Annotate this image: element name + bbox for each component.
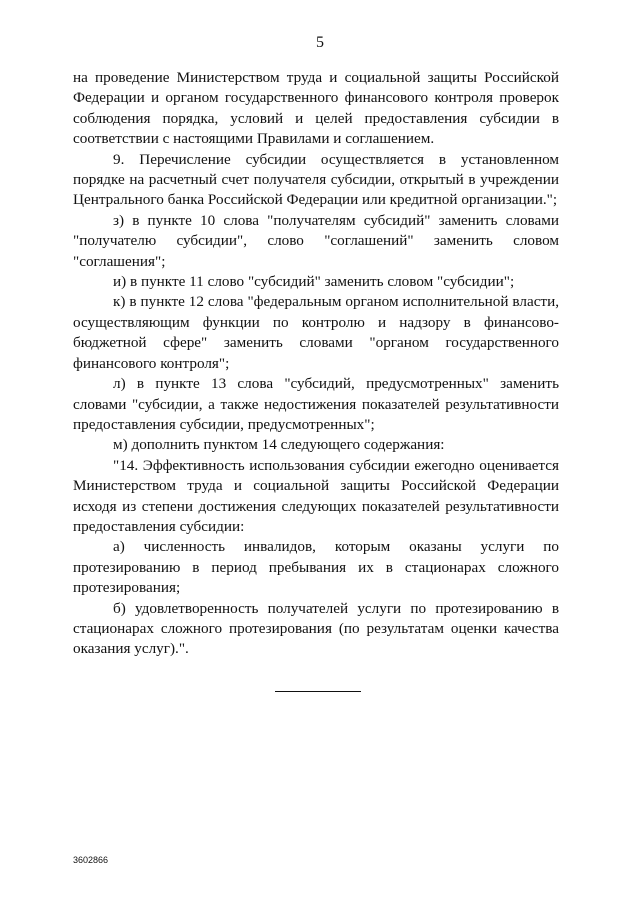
- paragraph-indicator-a: а) численность инвалидов, которым оказаны услуги по протезированию в период пребывания их в стационарах сложного протезирования;: [73, 538, 559, 597]
- paragraph-item-14: "14. Эффективность использования субсидии ежегодно оценивается Министерством труда и социальной защиты Российской Федерации исходя из степени достижения следующих показателей результативности предоставления субсидии:: [73, 456, 559, 535]
- paragraph-item-9: 9. Перечисление субсидии осуществляется в установленном порядке на расчетный счет получателя субсидии, открытый в учреждении Центрального банка Российской Федерации или кредитной организации.";: [73, 150, 559, 209]
- paragraph-continuation: на проведение Министерством труда и социальной защиты Российской Федерации и органом государственного финансового контроля проверок соблюдения порядка, условий и целей предоставления субсидии в соответствии с настоящими Правилами и соглашением.: [73, 69, 559, 148]
- paragraph-subitem-z: з) в пункте 10 слова "получателям субсидий" заменить словами "получателю субсидии", слово "соглашений" заменить словом "соглашения";: [73, 211, 559, 270]
- document-body: [73, 68, 559, 660]
- end-divider: [275, 691, 361, 692]
- paragraph-subitem-i: и) в пункте 11 слово "субсидий" заменить словом "субсидии";: [113, 273, 515, 291]
- paragraph-subitem-k: к) в пункте 12 слова "федеральным органом исполнительной власти, осуществляющим функции по контролю и надзору в финансово-бюджетной сфере" заменить словами "органом государственного финансового контроля";: [73, 293, 559, 372]
- page-number: 5: [316, 34, 324, 51]
- paragraph-indicator-b: б) удовлетворенность получателей услуги по протезированию в стационарах сложного протезирования (по результатам оценки качества оказания услуг).".: [73, 599, 559, 658]
- document-code: 3602866: [73, 855, 109, 865]
- paragraph-subitem-m: м) дополнить пунктом 14 следующего содержания:: [113, 436, 445, 454]
- paragraph-subitem-l: л) в пункте 13 слова "субсидий, предусмотренных" заменить словами "субсидии, а также недостижения показателей результативности предоставления субсидии, предусмотренных";: [73, 375, 559, 433]
